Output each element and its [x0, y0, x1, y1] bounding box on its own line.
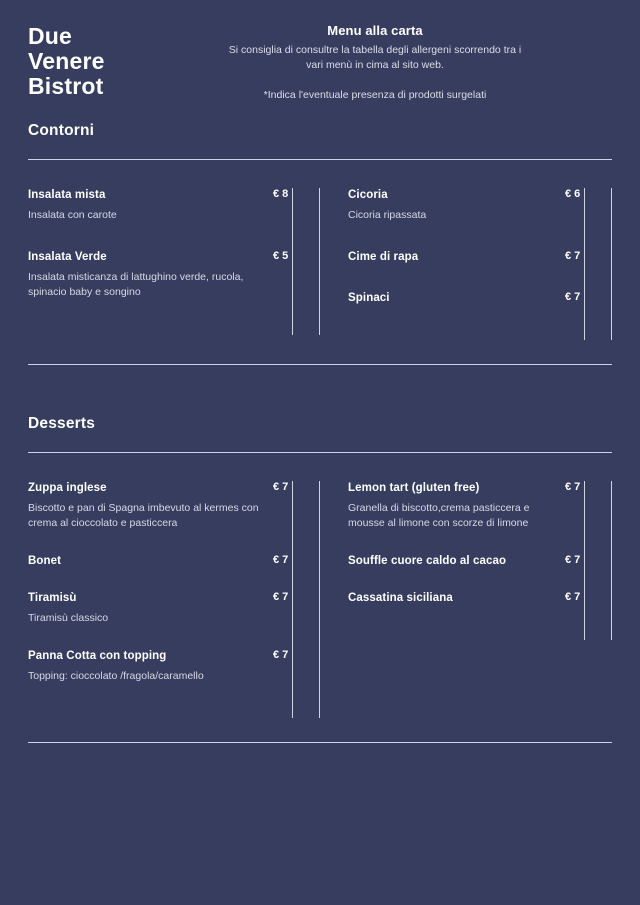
section-divider-top	[28, 159, 612, 160]
menu-item-price: € 7	[565, 290, 581, 303]
menu-item-price: € 7	[273, 648, 289, 661]
menu-item-header	[348, 291, 556, 306]
brand-line-3: Bistrot	[28, 72, 104, 99]
menu-item-name: Lemon tart (gluten free)	[348, 481, 480, 494]
brand-line-1: Due	[28, 23, 73, 49]
menu-columns	[28, 481, 612, 719]
menu-item-header	[348, 250, 556, 265]
menu-item-name: Bonet	[28, 555, 62, 567]
menu-item-description: Insalata con carote	[28, 208, 117, 221]
menu-item-price: € 7	[273, 554, 289, 566]
menu-item-price: € 7	[273, 590, 289, 603]
menu-item-price: € 7	[565, 249, 581, 262]
menu-item	[28, 648, 289, 685]
list-bottom-pad	[28, 684, 264, 718]
menu-columns	[28, 188, 612, 340]
menu-item-header	[348, 481, 556, 496]
menu-item	[348, 480, 581, 532]
menu-sections	[0, 122, 640, 743]
menu-item-name: Cicoria	[348, 189, 388, 201]
menu-item-header	[28, 554, 264, 569]
menu-item-header	[28, 649, 264, 664]
menu-item-header	[28, 481, 264, 496]
menu-item-price: € 7	[273, 480, 289, 493]
list-bottom-pad	[348, 306, 556, 340]
section-divider-top	[28, 452, 612, 453]
menu-item-list	[28, 188, 320, 335]
menu-section	[0, 122, 640, 365]
menu-item-price: € 8	[273, 188, 289, 200]
menu-item-header	[28, 250, 264, 265]
menu-section	[0, 415, 640, 744]
menu-item-list	[348, 188, 612, 340]
menu-item	[348, 290, 581, 306]
menu-item-header	[28, 591, 264, 606]
brand-line-2: Venere	[28, 47, 105, 74]
menu-item-name: Cime di rapa	[348, 250, 419, 263]
menu-item	[28, 188, 289, 224]
menu-item	[28, 590, 289, 627]
menu-item-description: Granella di biscotto,crema pasticcera e mousse al limone con scorze di limone	[348, 501, 530, 530]
menu-item-header	[348, 188, 556, 203]
menu-column-right	[320, 481, 612, 719]
menu-item	[348, 249, 581, 265]
list-bottom-pad	[348, 606, 556, 640]
menu-item-description: Topping: cioccolato /fragola/caramello	[28, 669, 204, 682]
menu-column-left	[28, 188, 320, 340]
section-divider-bottom	[28, 742, 612, 743]
menu-item-description: Cicoria ripassata	[348, 208, 427, 221]
menu-item-header	[28, 188, 264, 203]
menu-item-header	[348, 591, 556, 606]
menu-item-description: Insalata misticanza di lattughino verde, rucola, spinacio baby e songino	[28, 270, 244, 299]
menu-item-list	[28, 481, 320, 719]
header-text-block	[228, 18, 522, 101]
menu-item-list	[348, 481, 612, 640]
section-title: Contorni	[28, 122, 95, 139]
menu-item-name: Panna Cotta con topping	[28, 649, 167, 662]
frozen-products-note: *Indica l'eventuale presenza di prodotti surgelati	[263, 89, 487, 102]
menu-column-left	[28, 481, 320, 719]
menu-item-name: Souffle cuore caldo al cacao	[348, 555, 507, 567]
page-header	[0, 0, 640, 104]
menu-item-name: Spinaci	[348, 291, 390, 304]
section-divider-bottom	[28, 364, 612, 365]
menu-item-price: € 7	[565, 480, 581, 493]
menu-item-name: Insalata Verde	[28, 250, 107, 263]
menu-item-name: Tiramisù	[28, 591, 77, 604]
page-title: Menu alla carta	[327, 23, 423, 38]
menu-item-price: € 7	[565, 554, 581, 566]
menu-column-right	[320, 188, 612, 340]
menu-item	[348, 590, 581, 606]
menu-item-description: Tiramisù classico	[28, 611, 109, 624]
menu-item	[348, 188, 581, 224]
menu-item-name: Insalata mista	[28, 189, 106, 201]
section-title: Desserts	[28, 414, 96, 432]
menu-item-description: Biscotto e pan di Spagna imbevuto al kermes con crema al cioccolato e pasticcera	[28, 501, 259, 530]
allergen-notice: Si consiglia di consultre la tabella degli allergeni scorrendo tra i vari menù in cima al sito web.	[228, 44, 522, 72]
brand-logo	[28, 18, 228, 98]
menu-item-name: Zuppa inglese	[28, 481, 107, 494]
list-bottom-pad	[28, 301, 264, 335]
menu-item-price: € 6	[565, 188, 581, 200]
menu-item-name: Cassatina siciliana	[348, 591, 453, 604]
menu-item	[28, 480, 289, 532]
menu-item-header	[348, 554, 556, 569]
menu-item-price: € 7	[565, 590, 581, 603]
menu-item	[28, 554, 289, 569]
menu-item	[348, 554, 581, 569]
menu-item	[28, 249, 289, 301]
menu-item-price: € 5	[273, 249, 289, 262]
